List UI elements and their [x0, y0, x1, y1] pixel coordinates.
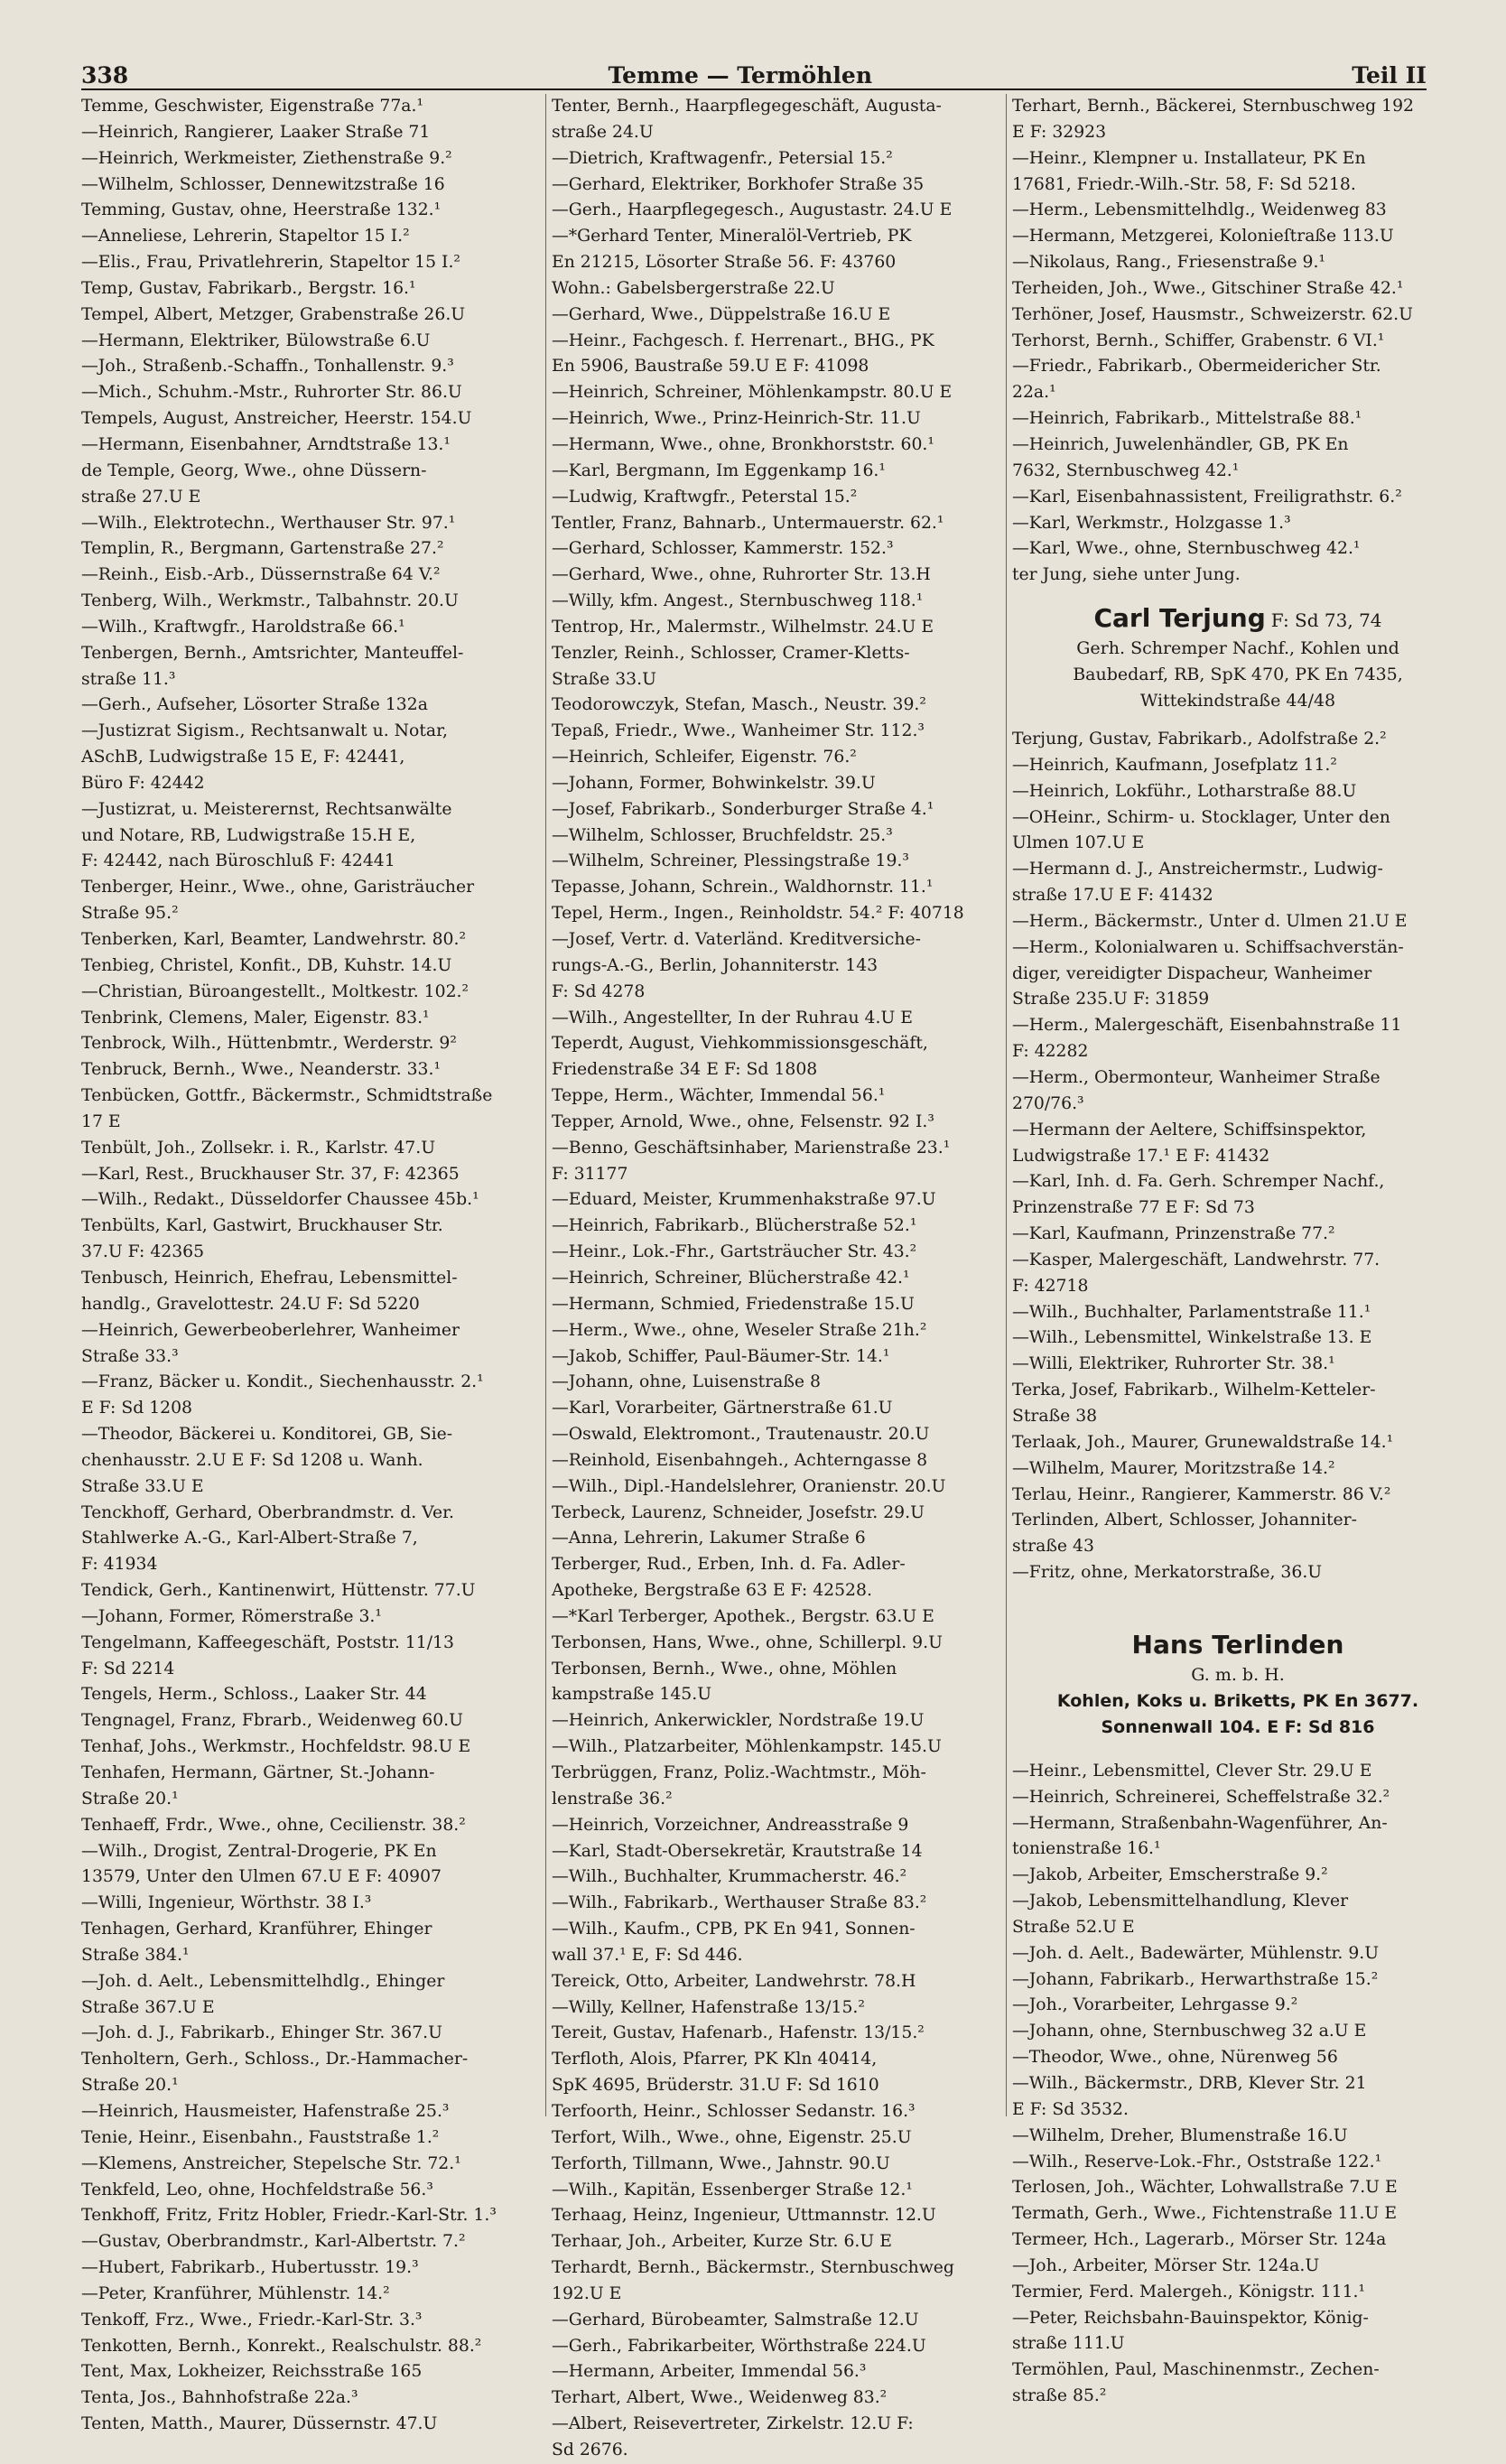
directory-entry-line: rungs-A.-G., Berlin, Johanniterstr. 143 — [552, 955, 878, 975]
directory-entry-line: —Heinrich, Juwelenhändler, GB, PK En — [1012, 434, 1349, 454]
directory-entry-line: —Elis., Frau, Privatlehrerin, Stapeltor 15 I.² — [81, 253, 460, 273]
directory-entry-line: —Mich., Schuhm.-Mstr., Ruhrorter Str. 86.U — [81, 383, 462, 403]
directory-entry-line: straße 11.³ — [81, 669, 176, 689]
directory-entry-line: 17681, Friedr.-Wilh.-Str. 58, F: Sd 5218. — [1012, 174, 1356, 194]
directory-entry-line: Termath, Gerh., Wwe., Fichtenstraße 11.U E — [1012, 2204, 1398, 2224]
directory-entry-line: Tenbült, Joh., Zollsekr. i. R., Karlstr. 47.U — [81, 1138, 436, 1158]
directory-entry-line: —Heinrich, Schreiner, Blücherstraße 42.¹ — [552, 1268, 910, 1288]
directory-entry-line: Prinzenstraße 77 E F: Sd 73 — [1012, 1198, 1255, 1218]
directory-entry-line: —Gerh., Aufseher, Lösorter Straße 132a — [81, 695, 428, 715]
directory-entry-line: lenstraße 36.² — [552, 1789, 673, 1808]
page-number: 338 — [81, 62, 129, 88]
directory-entry-line: F: Sd 2214 — [81, 1659, 175, 1678]
directory-entry-line: —Heinrich, Wwe., Prinz-Heinrich-Str. 11.U — [552, 409, 921, 429]
directory-entry-line: —Karl, Werkmstr., Holzgasse 1.³ — [1012, 513, 1291, 533]
directory-entry-line: En 5906, Baustraße 59.U E F: 41098 — [552, 357, 869, 377]
part-label: Teil II — [1352, 62, 1427, 88]
directory-entry-line: —Heinr., Klempner u. Installateur, PK En — [1012, 148, 1366, 168]
directory-entry-line: —Wilh., Kraftwgfr., Haroldstraße 66.¹ — [81, 617, 405, 637]
advert-terjung-phone: F: Sd 73, 74 — [1270, 609, 1382, 632]
directory-entry-line: Tenten, Matth., Maurer, Düssernstr. 47.U — [81, 2414, 438, 2434]
directory-entry-line: straße 27.U E — [81, 487, 201, 507]
directory-entry-line: —Johann, ohne, Sternbuschweg 32 a.U E — [1012, 2022, 1367, 2041]
directory-entry-line: —Wilh., Fabrikarb., Werthauser Straße 83.² — [552, 1893, 927, 1913]
directory-entry-line: Tengels, Herm., Schloss., Laaker Str. 44 — [81, 1685, 427, 1705]
directory-entry-line: —Herm., Bäckermstr., Unter d. Ulmen 21.U E — [1012, 911, 1408, 931]
directory-entry-line: Tenbruck, Bernh., Wwe., Neanderstr. 33.¹ — [81, 1060, 442, 1080]
directory-entry-line: Friedenstraße 34 E F: Sd 1808 — [552, 1060, 818, 1080]
directory-entry-line: Tenberg, Wilh., Werkmstr., Talbahnstr. 20.U — [81, 591, 459, 611]
directory-entry-line: —Theodor, Bäckerei u. Konditorei, GB, Sie- — [81, 1425, 453, 1445]
directory-entry-line: Tepaß, Friedr., Wwe., Wanheimer Str. 112.³ — [552, 721, 925, 741]
directory-entry-line: —OHeinr., Schirm- u. Stocklager, Unter den — [1012, 807, 1390, 827]
directory-entry-line: —Friedr., Fabrikarb., Obermeidericher Str. — [1012, 357, 1381, 377]
directory-entry-line: Terlau, Heinr., Rangierer, Kammerstr. 86 V.² — [1012, 1484, 1391, 1504]
directory-entry-line: —Wilhelm, Dreher, Blumenstraße 16.U — [1012, 2125, 1348, 2145]
directory-entry-line: Apotheke, Bergstraße 63 E F: 42528. — [552, 1581, 872, 1601]
directory-entry-line: —Heinr., Fachgesch. f. Herrenart., BHG., PK — [552, 330, 934, 350]
directory-entry-line: Tenkoff, Frz., Wwe., Friedr.-Karl-Str. 3.³ — [81, 2310, 423, 2329]
directory-entry-line: —Herm., Wwe., ohne, Weseler Straße 21h.² — [552, 1320, 927, 1340]
directory-entry-line: Tenberger, Heinr., Wwe., ohne, Garisträucher — [81, 878, 475, 897]
directory-entry-line: Terbeck, Laurenz, Schneider, Josefstr. 29.U — [552, 1502, 925, 1522]
directory-entry-line: —Willy, kfm. Angest., Sternbuschweg 118.¹ — [552, 591, 924, 611]
directory-entry-line: Straße 52.U E — [1012, 1917, 1135, 1937]
directory-entry-line: —Reinhold, Eisenbahngeh., Achterngasse 8 — [552, 1450, 928, 1470]
directory-entry-line: —Wilh., Kapitän, Essenberger Straße 12.¹ — [552, 2180, 913, 2199]
directory-entry-line: —Benno, Geschäftsinhaber, Marienstraße 23.¹ — [552, 1138, 951, 1158]
directory-entry-line: —Heinrich, Vorzeichner, Andreasstraße 9 — [552, 1815, 909, 1835]
directory-entry-line: Terfloth, Alois, Pfarrer, PK Kln 40414, — [552, 2050, 878, 2069]
advert-terjung — [1012, 601, 1464, 714]
directory-entry-line: —Wilh., Dipl.-Handelslehrer, Oranienstr. 20.U — [552, 1476, 946, 1496]
directory-entry-line: —Justizrat Sigism., Rechtsanwalt u. Notar, — [81, 721, 448, 741]
directory-entry-line: Teodorowczyk, Stefan, Masch., Neustr. 39.² — [552, 695, 926, 715]
directory-entry-line: —Hubert, Fabrikarb., Hubertusstr. 19.³ — [81, 2258, 419, 2278]
directory-entry-line: Temming, Gustav, ohne, Heerstraße 132.¹ — [81, 200, 442, 220]
directory-entry-line: Straße 38 — [1012, 1406, 1098, 1426]
directory-entry-line: Terlinden, Albert, Schlosser, Johanniter- — [1012, 1511, 1357, 1530]
directory-entry-line: —Hermann, Straßenbahn-Wagenführer, An- — [1012, 1813, 1388, 1833]
directory-entry-line: —Wilh., Platzarbeiter, Möhlenkampstr. 145.U — [552, 1737, 942, 1757]
directory-entry-line: —Heinrich, Ankerwickler, Nordstraße 19.U — [552, 1711, 925, 1731]
directory-entry-line: Tenberken, Karl, Beamter, Landwehrstr. 80.² — [81, 930, 467, 949]
directory-entry-line: Büro F: 42442 — [81, 773, 205, 793]
directory-entry-line: —Jakob, Arbeiter, Emscherstraße 9.² — [1012, 1865, 1328, 1885]
directory-entry-line: —Heinrich, Schreiner, Möhlenkampstr. 80.U E — [552, 383, 953, 403]
directory-entry-line: —Hermann d. J., Anstreichermstr., Ludwig- — [1012, 860, 1383, 879]
directory-entry-line: ASchB, Ludwigstraße 15 E, F: 42441, — [81, 748, 405, 767]
directory-entry-line: Tereit, Gustav, Hafenarb., Hafenstr. 13/15.² — [552, 2023, 925, 2043]
directory-entry-line: Tenie, Heinr., Eisenbahn., Fauststraße 1.² — [81, 2127, 440, 2147]
directory-entry-line: —Wilh., Angestellter, In der Ruhrau 4.U E — [552, 1008, 913, 1027]
directory-entry-line: —Reinh., Eisb.-Arb., Düssernstraße 64 V.² — [81, 565, 441, 585]
directory-entry-line: ter Jung, siehe unter Jung. — [1012, 565, 1241, 585]
directory-entry-line: —Joh. d. Aelt., Badewärter, Mühlenstr. 9.U — [1012, 1943, 1380, 1963]
directory-entry-line: —Heinrich, Lokführ., Lotharstraße 88.U — [1012, 781, 1357, 801]
directory-entry-line: F: 42282 — [1012, 1042, 1089, 1062]
directory-entry-line: Terbrüggen, Franz, Poliz.-Wachtmstr., Möh- — [552, 1763, 926, 1782]
directory-entry-line: —Wilhelm, Schlosser, Bruchfeldstr. 25.³ — [552, 825, 893, 845]
directory-entry-line: —Gustav, Oberbrandmstr., Karl-Albertstr. 7.² — [81, 2232, 466, 2252]
directory-entry-line: straße 111.U — [1012, 2334, 1125, 2354]
right-entries-middle — [1012, 727, 1464, 1586]
advert-terjung-title: Carl Terjung — [1093, 603, 1266, 634]
directory-entry-line: straße 24.U — [552, 122, 654, 142]
directory-entry-line: —Wilh., Buchhalter, Parlamentstraße 11.¹ — [1012, 1302, 1371, 1322]
directory-entry-line: —Hermann der Aeltere, Schiffsinspektor, — [1012, 1120, 1367, 1139]
directory-entry-line: —Karl, Vorarbeiter, Gärtnerstraße 61.U — [552, 1399, 893, 1418]
directory-entry-line: Terbonsen, Bernh., Wwe., ohne, Möhlen — [552, 1659, 897, 1678]
directory-entry-line: Tenhafen, Hermann, Gärtner, St.-Johann- — [81, 1763, 435, 1782]
directory-entry-line: E F: Sd 1208 — [81, 1399, 192, 1418]
directory-entry-line: —Josef, Vertr. d. Vaterländ. Kreditversiche- — [552, 930, 921, 949]
directory-entry-line: —Nikolaus, Rang., Friesenstraße 9.¹ — [1012, 253, 1326, 273]
directory-entry-line: 17 E — [81, 1111, 121, 1131]
directory-entry-line: —Franz, Bäcker u. Kondit., Siechenhausstr. 2.¹ — [81, 1372, 484, 1392]
directory-entry-line: —Heinrich, Rangierer, Laaker Straße 71 — [81, 122, 431, 142]
directory-entry-line: F: 31177 — [552, 1164, 628, 1184]
directory-entry-line: Terlaak, Joh., Maurer, Grunewaldstraße 14.¹ — [1012, 1432, 1394, 1452]
directory-entry-line: Tereick, Otto, Arbeiter, Landwehrstr. 78.H — [552, 1971, 916, 1991]
directory-entry-line: —Gerhard, Wwe., ohne, Ruhrorter Str. 13.H — [552, 565, 931, 585]
directory-entry-line: Terhaag, Heinz, Ingenieur, Uttmannstr. 12.U — [552, 2206, 936, 2226]
directory-entry-line: F: 42718 — [1012, 1276, 1089, 1296]
directory-entry-line: straße 17.U E F: 41432 — [1012, 886, 1213, 906]
directory-entry-line: Straße 20.¹ — [81, 1789, 179, 1808]
directory-entry-line: Tenbergen, Bernh., Amtsrichter, Manteuffel- — [81, 643, 464, 663]
directory-entry-line: Tenter, Bernh., Haarpflegegeschäft, Augusta- — [552, 97, 942, 116]
directory-entry-line: Terhorst, Bernh., Schiffer, Grabenstr. 6 VI.¹ — [1012, 330, 1385, 350]
directory-entry-line: —Wilhelm, Schlosser, Dennewitzstraße 16 — [81, 174, 445, 194]
directory-entry-line: —Wilh., Buchhalter, Krummacherstr. 46.² — [552, 1867, 907, 1887]
directory-entry-line: und Notare, RB, Ludwigstraße 15.H E, — [81, 825, 416, 845]
directory-entry-line: —Peter, Reichsbahn-Bauinspektor, König- — [1012, 2308, 1369, 2328]
directory-entry-line: —Willy, Kellner, Hafenstraße 13/15.² — [552, 1997, 865, 2017]
directory-entry-line: —Wilh., Reserve-Lok.-Fhr., Oststraße 122.¹ — [1012, 2152, 1382, 2171]
directory-entry-line: Tengelmann, Kaffeegeschäft, Poststr. 11/13 — [81, 1632, 454, 1652]
directory-entry-line: —Gerhard, Schlosser, Kammerstr. 152.³ — [552, 539, 894, 559]
advert-terlinden-line: Sonnenwall 104. E F: Sd 816 — [1101, 1716, 1375, 1737]
directory-entry-line: Tepper, Arnold, Wwe., ohne, Felsenstr. 92 I.³ — [552, 1111, 934, 1131]
advert-terlinden — [1012, 1628, 1464, 1741]
directory-entry-line: Straße 235.U F: 31859 — [1012, 990, 1210, 1009]
directory-entry-line: 270/76.³ — [1012, 1093, 1084, 1113]
directory-entry-line: Termöhlen, Paul, Maschinenmstr., Zechen- — [1012, 2360, 1380, 2380]
directory-entry-line: —Johann, ohne, Luisenstraße 8 — [552, 1372, 821, 1392]
directory-entry-line: —Gerhard, Wwe., Düppelstraße 16.U E — [552, 304, 891, 324]
directory-entry-line: Tepasse, Johann, Schrein., Waldhornstr. 11.¹ — [552, 878, 934, 897]
directory-entry-line: handlg., Gravelottestr. 24.U F: Sd 5220 — [81, 1294, 420, 1314]
directory-entry-line: Straße 33.³ — [81, 1346, 179, 1366]
column-left — [81, 94, 529, 2434]
directory-entry-line: —Johann, Former, Bohwinkelstr. 39.U — [552, 773, 876, 793]
directory-entry-line: —Hermann, Arbeiter, Immendal 56.³ — [552, 2362, 867, 2382]
directory-entry-line: Tenzler, Reinh., Schlosser, Cramer-Kletts- — [552, 643, 910, 663]
directory-entry-line: —Heinr., Lebensmittel, Clever Str. 29.U E — [1012, 1761, 1372, 1781]
directory-entry-line: Tenbusch, Heinrich, Ehefrau, Lebensmittel- — [81, 1268, 458, 1288]
directory-entry-line: Terheiden, Joh., Wwe., Gitschiner Straße 42.¹ — [1012, 278, 1404, 298]
directory-entry-line: —Justizrat, u. Meisterernst, Rechtsanwälte — [81, 799, 452, 819]
directory-entry-line: —Heinr., Lok.-Fhr., Gartsträucher Str. 43.² — [552, 1242, 917, 1262]
directory-entry-line: —Kasper, Malergeschäft, Landwehrstr. 77. — [1012, 1250, 1380, 1269]
directory-entry-line: Teppe, Herm., Wächter, Immendal 56.¹ — [552, 1086, 886, 1106]
directory-entry-line: diger, vereidigter Dispacheur, Wanheimer — [1012, 963, 1372, 983]
directory-entry-line: Terforth, Tillmann, Wwe., Jahnstr. 90.U — [552, 2153, 890, 2173]
directory-entry-line: Tempels, August, Anstreicher, Heerstr. 154.U — [81, 409, 472, 429]
directory-entry-line: Termeer, Hch., Lagerarb., Mörser Str. 124a — [1012, 2230, 1387, 2250]
directory-entry-line: Stahlwerke A.-G., Karl-Albert-Straße 7, — [81, 1529, 418, 1548]
directory-entry-line: Tepel, Herm., Ingen., Reinholdstr. 54.² F: 40718 — [552, 904, 964, 924]
directory-entry-line: Sd 2676. — [552, 2440, 628, 2459]
directory-entry-line: F: 41934 — [81, 1555, 158, 1575]
directory-entry-line: Tenckhoff, Gerhard, Oberbrandmstr. d. Ver. — [81, 1502, 455, 1522]
directory-entry-line: Terhart, Bernh., Bäckerei, Sternbuschweg 192 — [1012, 97, 1414, 116]
directory-entry-line: Tempel, Albert, Metzger, Grabenstraße 26.U — [81, 304, 466, 324]
directory-entry-line: Tenbücken, Gottfr., Bäckermstr., Schmidtstraße — [81, 1086, 493, 1106]
directory-entry-line: —Hermann, Metzgerei, Kolonieſtraße 113.U — [1012, 227, 1394, 246]
directory-entry-line: Ulmen 107.U E — [1012, 833, 1145, 853]
directory-entry-line: Tenbrink, Clemens, Maler, Eigenstr. 83.¹ — [81, 1008, 430, 1027]
directory-entry-line: —Anna, Lehrerin, Lakumer Straße 6 — [552, 1529, 866, 1548]
directory-entry-line: —Anneliese, Lehrerin, Stapeltor 15 I.² — [81, 227, 410, 246]
directory-entry-line: Tendick, Gerh., Kantinenwirt, Hüttenstr. 77.U — [81, 1581, 476, 1601]
directory-entry-line: —Wilh., Drogist, Zentral-Drogerie, PK En — [81, 1841, 437, 1861]
directory-entry-line: —Wilh., Elektrotechn., Werthauser Str. 97.¹ — [81, 513, 456, 533]
directory-entry-line: —Joh., Straßenb.-Schaffn., Tonhallenstr. 9.³ — [81, 357, 454, 377]
directory-entry-line: —Willi, Ingenieur, Wörthstr. 38 I.³ — [81, 1893, 372, 1913]
directory-entry-line: wall 37.¹ E, F: Sd 446. — [552, 1945, 743, 1965]
directory-entry-line: —Wilh., Bäckermstr., DRB, Klever Str. 21 — [1012, 2074, 1367, 2093]
directory-entry-line: straße 85.² — [1012, 2386, 1107, 2406]
directory-entry-line: —Heinrich, Fabrikarb., Blücherstraße 52.¹ — [552, 1216, 917, 1236]
directory-entry-line: Terberger, Rud., Erben, Inh. d. Fa. Adler- — [552, 1555, 906, 1575]
directory-entry-line: Tenhaeff, Frdr., Wwe., ohne, Cecilienstr. 38.² — [81, 1815, 466, 1835]
directory-entry-line: —Heinrich, Hausmeister, Hafenstraße 25.³ — [81, 2101, 450, 2121]
directory-entry-line: chenhausstr. 2.U E F: Sd 1208 u. Wanh. — [81, 1450, 423, 1470]
advert-terjung-line: Gerh. Schremper Nachf., Kohlen und — [1076, 638, 1399, 659]
directory-entry-line: —Herm., Kolonialwaren u. Schiffsachverstän- — [1012, 937, 1404, 957]
directory-entry-line: —Herm., Lebensmittelhdlg., Weidenweg 83 — [1012, 200, 1387, 220]
directory-entry-line: Terjung, Gustav, Fabrikarb., Adolfstraße 2.² — [1012, 730, 1387, 749]
directory-entry-line: En 21215, Lösorter Straße 56. F: 43760 — [552, 253, 897, 273]
directory-entry-line: —Heinrich, Fabrikarb., Mittelstraße 88.¹ — [1012, 409, 1362, 429]
right-entries-top — [1012, 94, 1464, 589]
directory-entry-line: Tenta, Jos., Bahnhofstraße 22a.³ — [81, 2388, 358, 2408]
directory-entry-line: Termier, Ferd. Malergeh., Königstr. 111.¹ — [1012, 2282, 1366, 2301]
directory-entry-line: —Wilh., Lebensmittel, Winkelstraße 13. E — [1012, 1328, 1372, 1348]
directory-entry-line: —Karl, Kaufmann, Prinzenstraße 77.² — [1012, 1224, 1335, 1244]
directory-entry-line: straße 43 — [1012, 1537, 1094, 1557]
directory-entry-line: F: 42442, nach Büroschluß F: 42441 — [81, 851, 395, 871]
column-right — [1006, 94, 1464, 2406]
directory-entry-line: —Gerh., Fabrikarbeiter, Wörthstraße 224.U — [552, 2336, 926, 2356]
directory-entry-line: —Hermann, Eisenbahner, Arndtstraße 13.¹ — [81, 434, 451, 454]
directory-entry-line: Teperdt, August, Viehkommissionsgeschäft, — [552, 1034, 928, 1054]
directory-entry-line: —Wilh., Redakt., Düsseldorfer Chaussee 45b.¹ — [81, 1190, 479, 1210]
directory-entry-line: Templin, R., Bergmann, Gartenstraße 27.² — [81, 539, 444, 559]
directory-entry-line: —Johann, Former, Römerstraße 3.¹ — [81, 1606, 382, 1626]
directory-entry-line: Terhardt, Bernh., Bäckermstr., Sternbuschweg — [552, 2258, 954, 2278]
right-entries-bottom — [1012, 1759, 1464, 2410]
directory-entry-line: 7632, Sternbuschweg 42.¹ — [1012, 460, 1240, 480]
directory-entry-line: —Theodor, Wwe., ohne, Nürenweg 56 — [1012, 2048, 1338, 2068]
directory-entry-line: —Hermann, Schmied, Friedenstraße 15.U — [552, 1294, 915, 1314]
directory-entry-line: —Karl, Wwe., ohne, Sternbuschweg 42.¹ — [1012, 539, 1361, 559]
directory-entry-line: —Karl, Bergmann, Im Eggenkamp 16.¹ — [552, 460, 886, 480]
directory-entry-line: —Dietrich, Kraftwagenfr., Petersial 15.² — [552, 148, 893, 168]
directory-entry-line: —Eduard, Meister, Krummenhakstraße 97.U — [552, 1190, 936, 1210]
directory-entry-line: de Temple, Georg, Wwe., ohne Düssern- — [81, 460, 427, 480]
directory-entry-line: —*Karl Terberger, Apothek., Bergstr. 63.U E — [552, 1606, 934, 1626]
directory-entry-line: F: Sd 4278 — [552, 981, 646, 1001]
advert-terjung-line: Baubedarf, RB, SpK 470, PK En 7435, — [1073, 665, 1403, 685]
directory-entry-line: —Jakob, Schiffer, Paul-Bäumer-Str. 14.¹ — [552, 1346, 890, 1366]
directory-entry-line: Temme, Geschwister, Eigenstraße 77a.¹ — [81, 97, 423, 116]
directory-entry-line: —Karl, Stadt-Obersekretär, Krautstraße 14 — [552, 1841, 923, 1861]
directory-entry-line: —Willi, Elektriker, Ruhrorter Str. 38.¹ — [1012, 1354, 1335, 1374]
directory-entry-line: Tenholtern, Gerh., Schloss., Dr.-Hammacher- — [81, 2050, 469, 2069]
column-middle — [545, 94, 994, 2459]
directory-entry-line: kampstraße 145.U — [552, 1685, 712, 1705]
directory-entry-line: —Karl, Rest., Bruckhauser Str. 37, F: 42365 — [81, 1164, 460, 1184]
directory-entry-line: tonienstraße 16.¹ — [1012, 1839, 1161, 1859]
directory-entry-line: —Gerhard, Bürobeamter, Salmstraße 12.U — [552, 2310, 919, 2329]
directory-entry-line: —Herm., Malergeschäft, Eisenbahnstraße 11 — [1012, 1016, 1402, 1036]
directory-entry-line: —Joh. d. J., Fabrikarb., Ehinger Str. 367.U — [81, 2023, 442, 2043]
directory-entry-line: Straße 33.U E — [81, 1476, 204, 1496]
directory-entry-line: Terfort, Wilh., Wwe., ohne, Eigenstr. 25.U — [552, 2127, 912, 2147]
directory-entry-line: —Karl, Inh. d. Fa. Gerh. Schremper Nachf., — [1012, 1172, 1385, 1192]
directory-entry-line: Tenkhoff, Fritz, Fritz Hobler, Friedr.-Karl-Str. 1.³ — [81, 2206, 497, 2226]
directory-entry-line: Straße 20.¹ — [81, 2076, 179, 2096]
directory-entry-line: Tenhagen, Gerhard, Kranführer, Ehinger — [81, 1920, 432, 1939]
directory-entry-line: Tengnagel, Franz, Fbrarb., Weidenweg 60.U — [81, 1711, 463, 1731]
directory-entry-line: Terlosen, Joh., Wächter, Lohwallstraße 7.U E — [1012, 2178, 1398, 2198]
directory-entry-line: 22a.¹ — [1012, 383, 1056, 403]
directory-entry-line: —Hermann, Wwe., ohne, Bronkhorststr. 60.¹ — [552, 434, 934, 454]
directory-entry-line: —*Gerhard Tenter, Mineralöl-Vertrieb, PK — [552, 227, 912, 246]
directory-entry-line: —Klemens, Anstreicher, Stepelsche Str. 72.¹ — [81, 2153, 461, 2173]
directory-entry-line: Tentler, Franz, Bahnarb., Untermauerstr. 62.¹ — [552, 513, 944, 533]
directory-entry-line: —Heinrich, Kaufmann, Josefplatz 11.² — [1012, 755, 1337, 775]
directory-entry-line: Terbonsen, Hans, Wwe., ohne, Schillerpl. 9.U — [552, 1632, 943, 1652]
directory-entry-line: —Wilhelm, Schreiner, Plessingstraße 19.³ — [552, 851, 909, 871]
advert-terlinden-line: Kohlen, Koks u. Briketts, PK En 3677. — [1056, 1690, 1419, 1711]
directory-entry-line: E F: 32923 — [1012, 122, 1107, 142]
directory-entry-line: SpK 4695, Brüderstr. 31.U F: Sd 1610 — [552, 2076, 879, 2096]
directory-entry-line: —Heinrich, Schleifer, Eigenstr. 76.² — [552, 748, 857, 767]
directory-entry-line: Tenhaf, Johs., Werkmstr., Hochfeldstr. 98.U E — [81, 1737, 471, 1757]
directory-entry-line: —Herm., Obermonteur, Wanheimer Straße — [1012, 1068, 1380, 1087]
advert-terlinden-line: G. m. b. H. — [1191, 1664, 1285, 1685]
directory-entry-line: —Heinrich, Werkmeister, Ziethenstraße 9.² — [81, 148, 452, 168]
directory-entry-line: —Joh., Arbeiter, Mörser Str. 124a.U — [1012, 2255, 1320, 2275]
directory-entry-line: —Joh., Vorarbeiter, Lehrgasse 9.² — [1012, 1995, 1298, 2015]
running-title: Temme — Termöhlen — [608, 62, 872, 88]
directory-entry-line: —Oswald, Elektromont., Trautenaustr. 20.U — [552, 1425, 930, 1445]
directory-entry-line: Terhöner, Josef, Hausmstr., Schweizerstr. 62.U — [1012, 304, 1413, 324]
directory-entry-line: —Jakob, Lebensmittelhandlung, Klever — [1012, 1892, 1349, 1911]
directory-entry-line: E F: Sd 3532. — [1012, 2099, 1129, 2119]
advert-terlinden-title: Hans Terlinden — [1131, 1629, 1344, 1660]
directory-entry-line: —Heinrich, Schreinerei, Scheffelstraße 32.² — [1012, 1787, 1390, 1807]
advert-terjung-line: Wittekindstraße 44/48 — [1139, 691, 1336, 711]
directory-entry-line: 192.U E — [552, 2283, 622, 2303]
directory-entry-line: Wohn.: Gabelsbergerstraße 22.U — [552, 278, 835, 298]
directory-entry-line: Terka, Josef, Fabrikarb., Wilhelm-Ketteler- — [1012, 1381, 1376, 1400]
directory-entry-line: Terhaar, Joh., Arbeiter, Kurze Str. 6.U E — [552, 2232, 892, 2252]
page-header — [81, 52, 1427, 88]
directory-entry-line: Tenbülts, Karl, Gastwirt, Bruckhauser Str. — [81, 1216, 443, 1236]
directory-entry-line: —Peter, Kranführer, Mühlenstr. 14.² — [81, 2283, 390, 2303]
directory-entry-line: Tenbrock, Wilh., Hüttenbmtr., Werderstr. 9² — [81, 1034, 457, 1054]
directory-entry-line: Straße 367.U E — [81, 1997, 215, 2017]
directory-entry-line: —Hermann, Elektriker, Bülowstraße 6.U — [81, 330, 431, 350]
directory-entry-line: —Wilh., Kaufm., CPB, PK En 941, Sonnen- — [552, 1920, 916, 1939]
directory-entry-line: —Heinrich, Gewerbeoberlehrer, Wanheimer — [81, 1320, 460, 1340]
directory-entry-line: —Joh. d. Aelt., Lebensmittelhdlg., Ehinger — [81, 1971, 445, 1991]
directory-entry-line: Straße 384.¹ — [81, 1945, 190, 1965]
directory-entry-line: 13579, Unter den Ulmen 67.U E F: 40907 — [81, 1867, 442, 1887]
directory-entry-line: Terfoorth, Heinr., Schlosser Sedanstr. 16.³ — [552, 2101, 916, 2121]
directory-entry-line: —Gerh., Haarpflegegesch., Augustastr. 24.U E — [552, 200, 953, 220]
directory-entry-line: Tent, Max, Lokheizer, Reichsstraße 165 — [81, 2362, 423, 2382]
directory-entry-line: Terhart, Albert, Wwe., Weidenweg 83.² — [552, 2388, 888, 2408]
header-rule — [81, 88, 1427, 90]
directory-entry-line: —Wilhelm, Maurer, Moritzstraße 14.² — [1012, 1458, 1335, 1478]
directory-entry-line: Tenkotten, Bernh., Konrekt., Realschulstr. 88.² — [81, 2336, 482, 2356]
directory-entry-line: —Ludwig, Kraftwgfr., Peterstal 15.² — [552, 487, 858, 507]
directory-entry-line: Tenbieg, Christel, Konfit., DB, Kuhstr. 14.U — [81, 955, 452, 975]
directory-entry-line: —Christian, Büroangestellt., Moltkestr. 102.² — [81, 981, 469, 1001]
directory-entry-line: Straße 33.U — [552, 669, 656, 689]
directory-entry-line: —Josef, Fabrikarb., Sonderburger Straße 4.¹ — [552, 799, 934, 819]
directory-entry-line: Tenkfeld, Leo, ohne, Hochfeldstraße 56.³ — [81, 2180, 433, 2199]
directory-entry-line: —Gerhard, Elektriker, Borkhofer Straße 35 — [552, 174, 925, 194]
directory-entry-line: Tentrop, Hr., Malermstr., Wilhelmstr. 24.U E — [552, 617, 934, 637]
directory-entry-line: —Albert, Reisevertreter, Zirkelstr. 12.U F: — [552, 2414, 914, 2434]
directory-entry-line: Temp, Gustav, Fabrikarb., Bergstr. 16.¹ — [81, 278, 416, 298]
directory-entry-line: 37.U F: 42365 — [81, 1242, 205, 1262]
directory-entry-line: Straße 95.² — [81, 904, 179, 924]
directory-entry-line: —Johann, Fabrikarb., Herwarthstraße 15.² — [1012, 1969, 1379, 1989]
directory-entry-line: —Fritz, ohne, Merkatorstraße, 36.U — [1012, 1563, 1323, 1583]
directory-entry-line: —Karl, Eisenbahnassistent, Freiligrathstr. 6.² — [1012, 487, 1402, 507]
directory-entry-line: Ludwigstraße 17.¹ E F: 41432 — [1012, 1146, 1270, 1166]
